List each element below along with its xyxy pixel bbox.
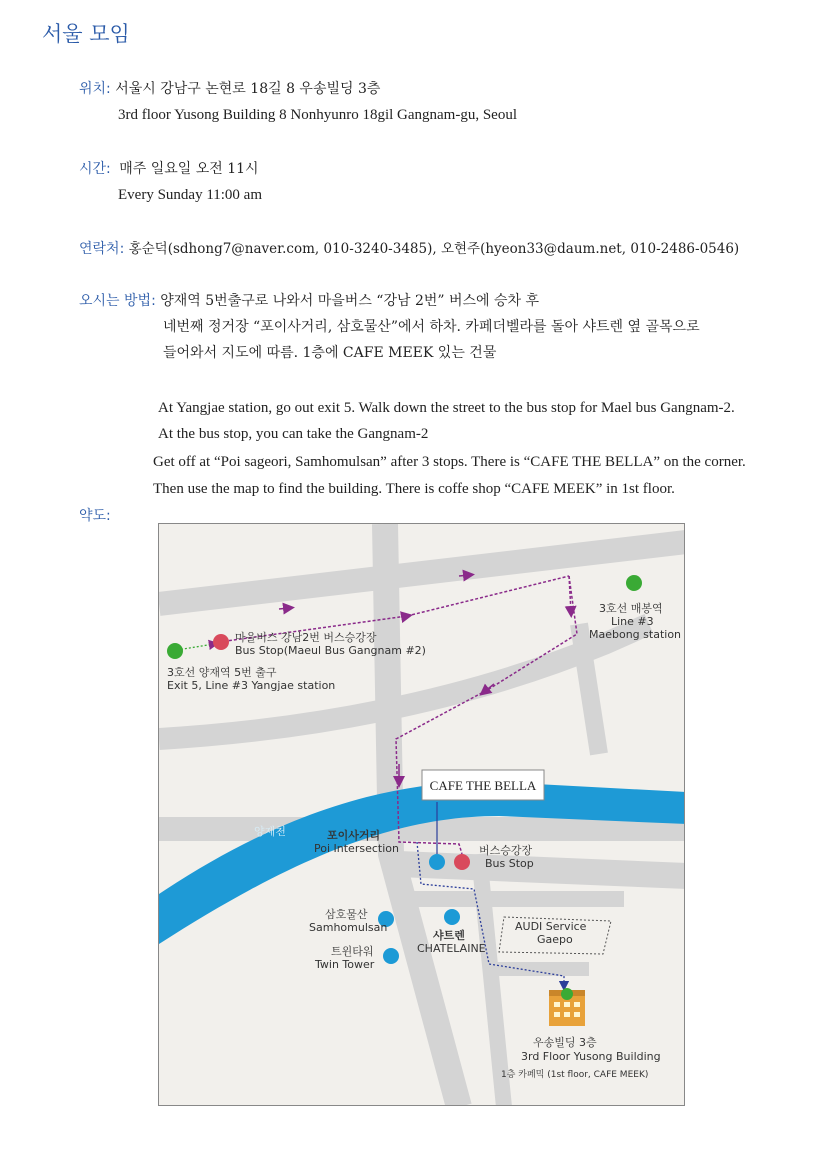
bus-stop-1-marker (213, 634, 229, 650)
busstop1-kr: 마을버스 강남2번 버스승강장 (235, 631, 377, 644)
chatelaine-marker (444, 909, 460, 925)
directions-row (79, 289, 539, 313)
meek-text: 1층 카페믹 (1st floor, CAFE MEEK) (501, 1070, 649, 1080)
chatelaine-kr: 샤트렌 (433, 929, 465, 942)
time-label: 시간: (79, 161, 111, 177)
yusong-kr: 우송빌딩 3층 (533, 1036, 597, 1049)
twin-kr: 트윈타워 (331, 945, 374, 958)
chatelaine-en: CHATELAINE (417, 942, 486, 955)
directions-korean-1: 양재역 5번출구로 나와서 마을버스 “강남 2번” 버스에 승차 후 (160, 293, 540, 309)
twin-tower-marker (383, 948, 399, 964)
samho-en: Samhomulsan (309, 921, 388, 934)
map-label: 약도: (79, 508, 111, 524)
directions-english-3: Get off at “Poi sageori, Samhomulsan” after 3 stops. There is “CAFE THE BELLA” on the corner. (153, 454, 746, 470)
bus-route-arrow-1 (569, 576, 571, 612)
map-label-row (79, 504, 111, 528)
bus-stop-2-marker (454, 854, 470, 870)
bus-route-arrow-4 (279, 608, 289, 609)
stream-label: 양재천 (254, 825, 286, 838)
maebong-line: Line #3 (611, 615, 654, 628)
directions-english-1: At Yangjae station, go out exit 5. Walk down the street to the bus stop for Mael bus Gangnam-2. (158, 400, 735, 416)
time-korean: 매주 일요일 오전 11시 (119, 161, 259, 177)
directions-korean-3: 들어와서 지도에 따름. 1층에 CAFE MEEK 있는 건물 (163, 345, 497, 361)
samho-kr: 삼호물산 (325, 908, 368, 921)
map-svg (159, 524, 685, 1106)
location-map (158, 523, 685, 1106)
yangjae-kr: 3호선 양재역 5번 출구 (167, 666, 277, 679)
busstop2-en: Bus Stop (485, 857, 534, 870)
time-row (79, 157, 259, 181)
busstop2-kr: 버스승강장 (479, 844, 533, 857)
poi-kr: 포이사거리 (327, 829, 381, 842)
contact-row (79, 237, 739, 261)
cafe-bella-marker (429, 854, 445, 870)
cafe-bella-text: CAFE THE BELLA (429, 778, 537, 793)
poi-en: Poi Intersection (314, 842, 399, 855)
bus-route-arrow-5 (459, 575, 469, 576)
road-top (159, 542, 685, 604)
twin-en: Twin Tower (315, 958, 375, 971)
maebong-en: Maebong station (589, 628, 682, 641)
page-title: 서울 모임 (42, 22, 130, 46)
location-korean: 서울시 강남구 논현로 18길 8 우송빌딩 3층 (115, 81, 381, 97)
audi-1: AUDI Service (515, 920, 587, 933)
audi-2: Gaepo (537, 933, 573, 946)
yangjae-en: Exit 5, Line #3 Yangjae station (167, 679, 336, 692)
directions-korean-2: 네번째 정거장 “포이사거리, 삼호물산”에서 하차. 카페더벨라를 돌아 샤트렌 옆 골목으로 (163, 319, 700, 335)
directions-english-2: At the bus stop, you can take the Gangnam-2 (158, 426, 429, 442)
directions-english-4: Then use the map to find the building. There is coffe shop “CAFE MEEK” in 1st floor. (153, 481, 675, 497)
contact-text: 홍순덕(sdhong7@naver.com, 010-3240-3485), 오현주(hyeon33@daum.net, 010-2486-0546) (128, 241, 740, 257)
directions-label: 오시는 방법: (79, 293, 156, 309)
location-english: 3rd floor Yusong Building 8 Nonhyunro 18gil Gangnam-gu, Seoul (118, 107, 518, 123)
busstop1-en: Bus Stop(Maeul Bus Gangnam #2) (235, 644, 426, 657)
yangjae-station-marker (167, 643, 183, 659)
yusong-building-icon (549, 988, 585, 1026)
maebong-kr: 3호선 매봉역 (599, 602, 663, 615)
time-english: Every Sunday 11:00 am (118, 187, 263, 203)
contact-label: 연락처: (79, 241, 125, 257)
yusong-en: 3rd Floor Yusong Building (521, 1050, 661, 1063)
maebong-station-marker (626, 575, 642, 591)
location-row (79, 77, 380, 101)
location-label: 위치: (79, 81, 111, 97)
